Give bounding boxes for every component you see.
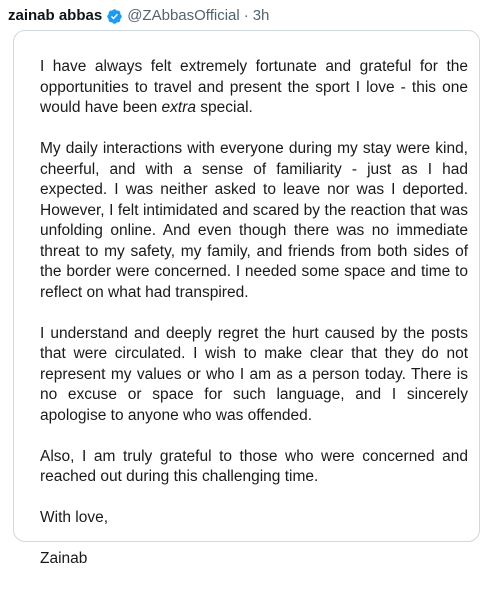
tweet-header: [8, 5, 269, 27]
attached-image[interactable]: [13, 30, 480, 567]
letter-paragraph-2: My daily interactions with everyone during my stay were kind, cheerful, and with a sense of familiarity - just as I had expected. I was neither asked to leave nor was I deported. However, I felt intimidated and scared by the reaction that was unfolding online. And even though there was no immediate threat to my safety, my family, and friends from both sides of the border were concerned. I needed some space and time to reflect on what had transpired.: [40, 140, 468, 301]
letter-paragraph-4: Also, I am truly grateful to those who were concerned and reached out during this challenging time.: [40, 447, 468, 485]
author-display-name[interactable]: zainab abbas: [8, 7, 103, 24]
letter-signature: Zainab: [40, 550, 88, 567]
letter-closing: With love,: [40, 509, 109, 526]
post-timestamp[interactable]: 3h: [252, 7, 270, 24]
header-separator: ·: [243, 7, 249, 24]
statement-letter: [40, 57, 468, 590]
letter-paragraph-1: I have always felt extremely fortunate and grateful for the opportunities to travel and present the sport I love - this one would have been extra special.: [40, 58, 468, 116]
letter-paragraph-3: I understand and deeply regret the hurt caused by the posts that were circulated. I wish to make clear that they do not represent my values or who I am as a person today. There is no excuse or space for such language, and I sincerely apologise to anyone who was offended.: [40, 324, 468, 424]
author-handle[interactable]: @ZAbbasOfficial: [127, 7, 240, 24]
verified-badge-icon: [106, 8, 123, 25]
